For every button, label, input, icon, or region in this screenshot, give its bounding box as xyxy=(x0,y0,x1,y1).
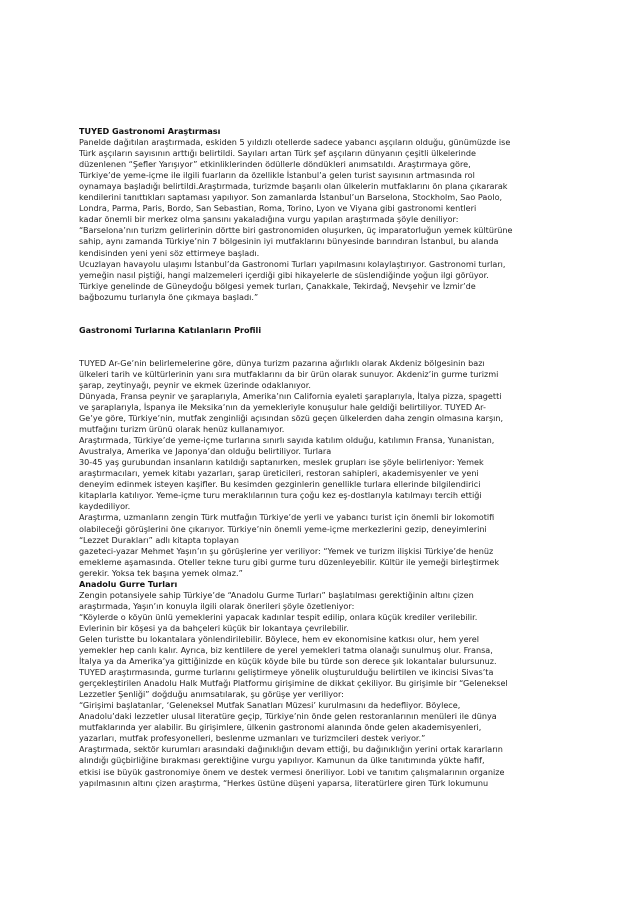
text-line: Türk aşçıların sayısının arttığı belirtildi. Sayıları artan Türk şef aşçıların dünyanın çeşitli ülkelerinde xyxy=(79,148,476,159)
text-line: “Köylerde o köyün ünlü yemeklerini yapacak kadınlar tespit edilip, onlara küçük krediler verilebilir. xyxy=(79,611,478,622)
text-line: yemekler hep canlı kalır. Ayrıca, biz kentlilere de yerel yemekleri tatma olanağı sunulmuş olur. Fransa, xyxy=(79,645,493,656)
text-line: alındığı güçbirliğine bırakması gerektiğine vurgu yapılıyor. Kamunun da ülke tanıtımında yükte hafif, xyxy=(79,755,485,766)
text-line: deneyim edinmek isteyen kaşifler. Bu kesimden gezginlerin genellikle turlara ellerinde bilgilendirici xyxy=(79,479,481,490)
text-line: Türkiye genelinde de Güneydoğu bölgesi yemek turları, Çanakkale, Tekirdağ, Nevşehir ve İzmir’de xyxy=(79,280,476,291)
heading-anatolia-gourmet-tours: Anadolu Gurre Turları xyxy=(79,578,178,589)
text-line: kendilerini tanıttıkları saptaması yapılıyor. Son zamanlarda İstanbul’un Barselona, Stockholm, Sao Paolo, xyxy=(79,192,503,203)
text-line: Anadolu’daki lezzetler ulusal literatüre geçip, Türkiye’nin önde gelen restoranlarının menüleri ile dünya xyxy=(79,711,497,722)
text-line: düzenlenen “Şefler Yarışıyor” etkinliklerinden ödüllerle döndükleri anımsatıldı. Araştırmaya göre, xyxy=(79,159,471,170)
section3-body xyxy=(79,590,562,789)
text-line: yemeğin nasıl piştiği, hangi malzemeleri içerdiği gibi hikayelerle de süslendiğinde yoğun ilgi görüyor. xyxy=(79,269,489,280)
text-line: mutfağını turizm ürünü olarak henüz kullanamıyor. xyxy=(79,424,285,435)
text-line: gazeteci-yazar Mehmet Yaşın’ın şu görüşlerine yer veriliyor: “Yemek ve turizm ilişkisi Türkiye’de henüz xyxy=(79,545,494,556)
text-line: kitaplarla katılıyor. Yeme-içme turu meraklılarının tura çoğu kez eş-dostlarıyla katılmayı tercih ettiği xyxy=(79,490,482,501)
text-line: Panelde dağıtılan araştırmada, eskiden 5 yıldızlı otellerde sadece yabancı aşçıların olduğu, günümüzde ise xyxy=(79,137,511,148)
text-line: Araştırma, uzmanların zengin Türk mutfağın Türkiye’de yerli ve yabancı turist için önemli bir lokomotifi xyxy=(79,512,495,523)
section1-body xyxy=(79,137,562,303)
text-line: kaydediliyor. xyxy=(79,501,131,512)
text-line: Lezzetler Şenliği” doğduğu anımsatılarak, şu görüşe yer veriliyor: xyxy=(79,689,344,700)
text-line: Zengin potansiyele sahip Türkiye’de “Anadolu Gurme Turları” başlatılması gerektiğinin altını çizen xyxy=(79,589,474,600)
text-line: Ucuzlayan havayolu ulaşımı İstanbul’da Gastronomi Turları yapılmasını kolaylaştırıyor. Gastronomi turları, xyxy=(79,258,506,269)
text-line: “Barselona’nın turizm gelirlerinin dörtte biri gastronomiden oluşurken, üç imparatorluğun yemek kültürüne xyxy=(79,225,513,236)
spacer xyxy=(79,303,562,325)
text-line: Türkiye’de yeme-içme ile ilgili fuarların da özellikle İstanbul’a gelen turist sayısının artmasında rol xyxy=(79,170,475,181)
text-line: “Girişimi başlatanlar, ‘Geleneksel Mutfak Sanatları Müzesi’ kurulmasını da hedefliyor. Böylece, xyxy=(79,700,461,711)
text-line: yazarları, mutfak profesyonelleri, beslenme uzmanları ve turizmcileri destek veriyor.” xyxy=(79,733,426,744)
text-line: TUYED araştırmasında, gurme turlarını geliştirmeye yönelik oluşturulduğu belirtilen ve ikincisi Sivas’ta xyxy=(79,667,494,678)
text-line: bağbozumu turlarıyla öne çıkmaya başladı.” xyxy=(79,291,259,302)
text-line: Ge’ye göre, Türkiye’nin, mutfak zenginliği açısından sözü geçen ülkelerden daha zengin olmasına karşın, xyxy=(79,413,504,424)
text-line: emekleme aşamasında. Oteller tekne turu gibi gurme turu düzenleyebilir. Kültür ile yemeği birleştirmek xyxy=(79,556,500,567)
text-line: kendisinden yeni yeni söz ettirmeye başladı. xyxy=(79,247,260,258)
section2-body xyxy=(79,358,562,579)
text-line: gerçekleştirilen Anadolu Halk Mutfağı Platformu girişimine de dikkat çekiliyor. Bu girişimle bir “Geleneksel xyxy=(79,678,508,689)
text-line: Araştırmada, Türkiye’de yeme-içme turlarına sınırlı sayıda katılım olduğu, katılımın Fransa, Yunanistan, xyxy=(79,435,495,446)
text-line: İtalya ya da Amerika’ya gittiğinizde en küçük köyde bile bu türde son derece şık lokantalar bulursunuz. xyxy=(79,656,497,667)
text-line: sahip, aynı zamanda Türkiye’nin 7 bölgesinin iyi mutfaklarını bünyesinde barındıran İstanbul, bu alanda xyxy=(79,236,499,247)
text-line: yapılmasının altını çizen araştırma, “Herkes üstüne düşeni yaparsa, literatürlere giren Türk lokumunu xyxy=(79,777,489,788)
text-line: 30-45 yaş gurubundan insanların katıldığı saptanırken, meslek grupları ise şöyle belirleniyor: Yemek xyxy=(79,457,484,468)
text-line: kadar önemli bir merkez olma şansını yakaladığına vurgu yapılan araştırmada şöyle deniliyor: xyxy=(79,214,459,225)
text-line: olabileceği görüşlerini öne çıkarıyor. Türkiye’nin önemli yeme-içme merkezlerini gezip, deneyimlerini xyxy=(79,523,487,534)
document-page xyxy=(79,126,562,789)
text-line: araştırmada, Yaşın’ın konuyla ilgili olarak önerileri şöyle özetleniyor: xyxy=(79,600,355,611)
text-line: araştırmacıları, yemek kitabı yazarları, şarap üreticileri, restoran sahipleri, akademisyenler ve yeni xyxy=(79,468,479,479)
spacer xyxy=(79,336,562,358)
text-line: gerekir. Yoksa tek başına yemek olmaz.” xyxy=(79,567,243,578)
heading-tour-participant-profile: Gastronomi Turlarına Katılanların Profili xyxy=(79,324,262,335)
text-line: “Lezzet Durakları” adlı kitapta toplayan xyxy=(79,534,239,545)
text-line: Londra, Parma, Paris, Bordo, San Sebastian, Roma, Torino, Lyon ve Viyana gibi gastronomi kentleri xyxy=(79,203,477,214)
heading-tuyed-research: TUYED Gastronomi Araştırması xyxy=(79,126,221,136)
text-line: Gelen turistte bu lokantalara yönlendirilebilir. Böylece, hem ev ekonomisine katkısı olur, hem yerel xyxy=(79,633,479,644)
text-line: oynamaya başladığı belirtildi.Araştırmada, turizmde başarılı olan ülkelerin mutfaklarını ön plana çıkararak xyxy=(79,181,508,192)
text-line: mutfaklarında yer alabilir. Bu girişimlere, ülkenin gastronomi alanında önde gelen akademisyenleri, xyxy=(79,722,482,733)
text-line: Araştırmada, sektör kurumları arasındaki dağınıklığın devam ettiği, bu dağınıklığın yerini ortak kararların xyxy=(79,744,503,755)
text-line: Evlerinin bir köşesi ya da bahçeleri küçük bir lokantaya çevrilebilir. xyxy=(79,622,349,633)
text-line: ülkeleri tarih ve kültürlerinin yanı sıra mutfaklarını da bir ürün olarak sunuyor. Akdeniz’in gurme turizmi xyxy=(79,368,499,379)
text-line: TUYED Ar-Ge’nin belirlemelerine göre, dünya turizm pazarına ağırlıklı olarak Akdeniz bölgesinin bazı xyxy=(79,357,485,368)
text-line: etkisi ise büyük gastronomiye önem ve destek vermesi öneriliyor. Lobi ve tanıtım çalışmalarının organize xyxy=(79,766,505,777)
text-line: Dünyada, Fransa peynir ve şaraplarıyla, Amerika’nın California eyaleti şaraplarıyla, İtalya pizza, spagetti xyxy=(79,390,502,401)
text-line: şarap, zeytinyağı, peynir ve ekmek üzerinde odaklanıyor. xyxy=(79,379,311,390)
text-line: ve şaraplarıyla, İspanya ile Meksika’nın da yemekleriyle konuşulur hale geldiği belirtiliyor. TUYED Ar- xyxy=(79,401,486,412)
text-line: Avustralya, Amerika ve Japonya’dan olduğu belirtiliyor. Turlara xyxy=(79,446,332,457)
